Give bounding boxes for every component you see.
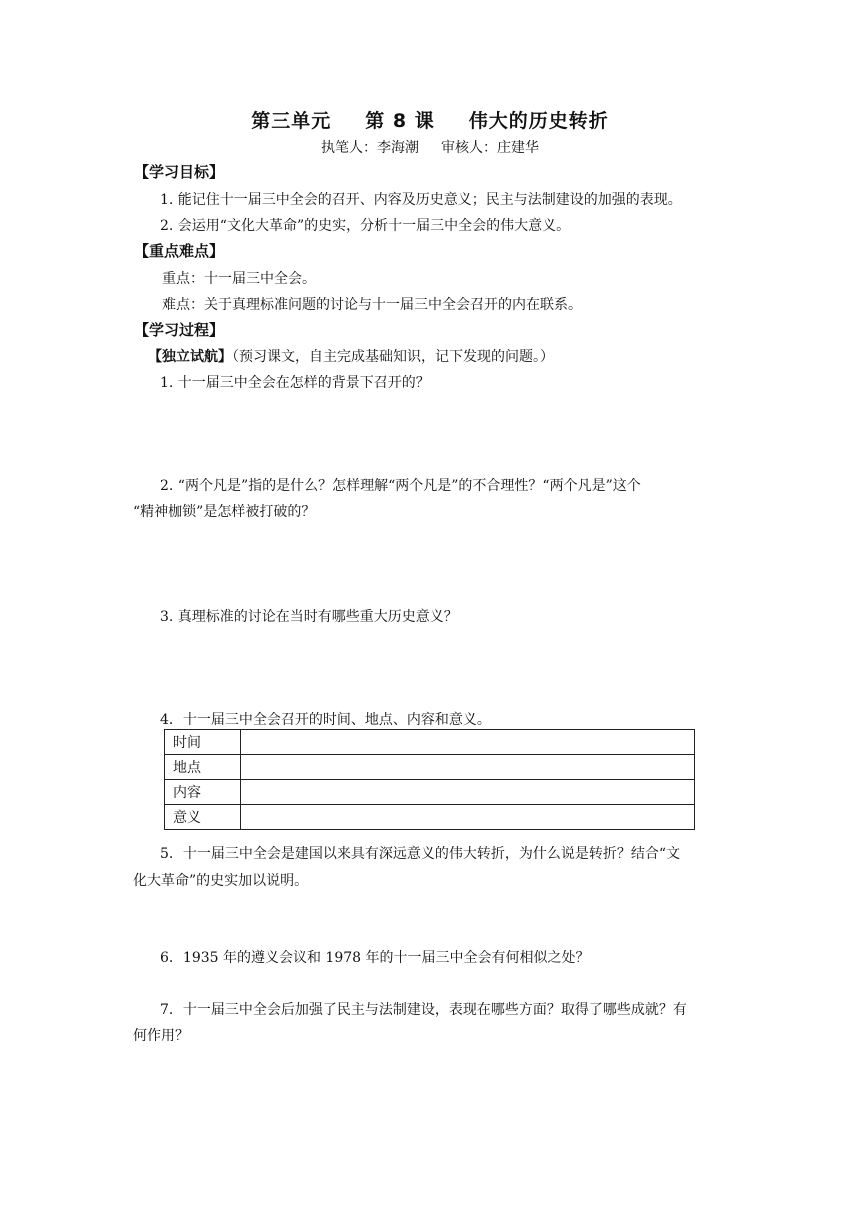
question-1: 1. 十一届三中全会在怎样的背景下召开的？	[160, 375, 430, 391]
process-heading: 【学习过程】	[134, 321, 225, 339]
difficulty-point: 难点：关于真理标准问题的讨论与十一届三中全会召开的内在联系。	[162, 297, 582, 313]
meeting-info-table	[164, 729, 695, 830]
question-2-line-1: 2. “两个凡是”指的是什么？怎样理解“两个凡是”的不合理性？“两个凡是”这个	[160, 478, 641, 494]
table-row	[165, 755, 695, 780]
table-row-label: 时间	[165, 730, 241, 755]
question-5-line-1: 5．十一届三中全会是建国以来具有深远意义的伟大转折，为什么说是转折？结合“文	[160, 846, 681, 862]
question-6: 6．1935 年的遵义会议和 1978 年的十一届三中全会有何相似之处？	[160, 950, 590, 966]
table-row	[165, 730, 695, 755]
key-point: 重点：十一届三中全会。	[162, 271, 316, 287]
unit-label: 第三单元	[251, 110, 332, 132]
question-2-line-2: “精神枷锁”是怎样被打破的？	[133, 504, 316, 520]
objective-item: 1. 能记住十一届三中全会的召开、内容及历史意义；民主与法制建设的加强的表现。	[160, 192, 682, 208]
answer-cell[interactable]	[241, 755, 695, 780]
table-row-label: 意义	[165, 805, 241, 830]
independent-trial-line	[148, 346, 554, 366]
table-row-label: 内容	[165, 780, 241, 805]
question-4: 4．十一届三中全会召开的时间、地点、内容和意义。	[160, 712, 491, 728]
keypoints-heading: 【重点难点】	[134, 242, 225, 260]
writer-credit: 执笔人：李海潮	[321, 140, 419, 156]
table-row-label: 地点	[165, 755, 241, 780]
author-line	[0, 137, 860, 157]
objectives-heading: 【学习目标】	[134, 163, 225, 181]
table-row	[165, 780, 695, 805]
question-7-line-1: 7．十一届三中全会后加强了民主与法制建设，表现在哪些方面？取得了哪些成就？有	[160, 1002, 687, 1018]
lesson-label: 第 8 课	[365, 110, 435, 132]
answer-cell[interactable]	[241, 805, 695, 830]
question-5-line-2: 化大革命”的史实加以说明。	[133, 873, 309, 889]
question-7-line-2: 何作用？	[133, 1028, 189, 1044]
table-row	[165, 805, 695, 830]
lesson-topic: 伟大的历史转折	[468, 110, 609, 132]
page-title	[0, 106, 860, 133]
answer-cell[interactable]	[241, 780, 695, 805]
independent-trial-label: 【独立试航】	[148, 349, 232, 365]
question-3: 3. 真理标准的讨论在当时有哪些重大历史意义？	[160, 609, 458, 625]
objective-item: 2. 会运用“文化大革命”的史实，分析十一届三中全会的伟大意义。	[160, 218, 571, 234]
reviewer-credit: 审核人：庄建华	[441, 140, 539, 156]
answer-cell[interactable]	[241, 730, 695, 755]
independent-trial-text: （预习课文，自主完成基础知识，记下发现的问题。）	[232, 349, 554, 365]
